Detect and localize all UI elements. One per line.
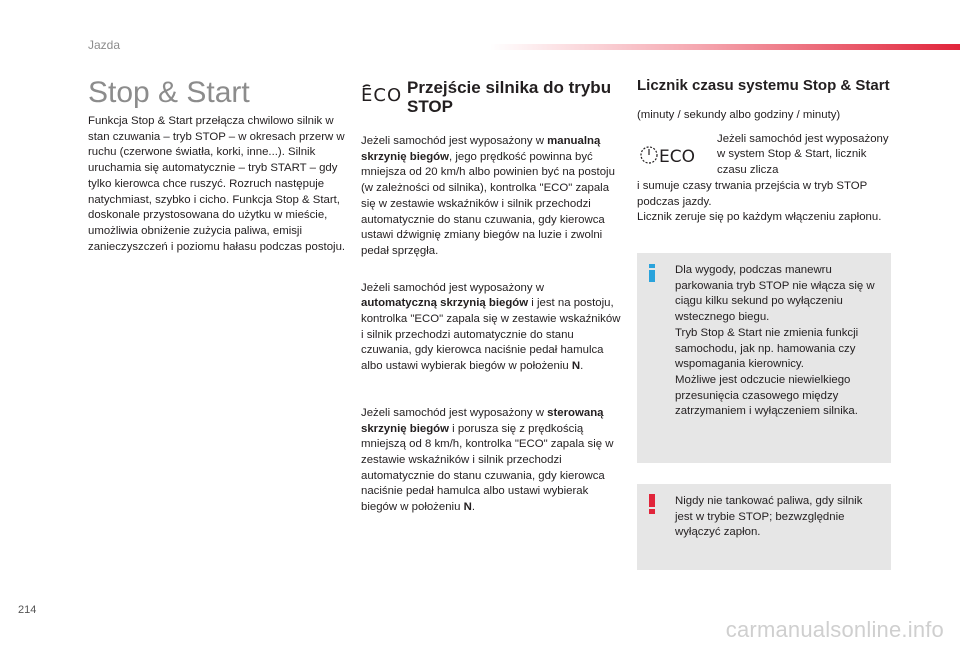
section-title-timer: Licznik czasu systemu Stop & Start: [637, 77, 890, 94]
eco-leaf-icon: [361, 84, 407, 104]
page-title: Stop & Start: [88, 76, 250, 109]
eco-indicator: [361, 84, 407, 116]
header-accent-bar: [490, 44, 960, 50]
eco-timer-icon: [637, 144, 701, 166]
column-engine-stop: [361, 78, 623, 516]
page-number: 214: [18, 604, 37, 616]
info-box: [637, 253, 891, 463]
info-text: Dla wygody, podczas manewru parkowania tryb STOP nie włącza się w ciągu kilku sekund po wyłączeniu wstecznego biegu. Tryb Stop & Start nie zmienia funkcji samochodu, jak np. hamowania czy wspomagania kierownicy. Możliwe jest odczucie niewielkiego przesunięcia czasowego między zatrzymaniem i wyłączeniem silnika.: [675, 264, 875, 418]
warning-box: [637, 484, 891, 570]
timer-body-continued: i sumuje czasy trwania przejścia w tryb STOP podczas jazdy.: [637, 179, 867, 208]
warning-exclamation-icon: [647, 494, 657, 514]
watermark: carmanualsonline.info: [725, 617, 944, 642]
intro-paragraph: Funkcja Stop & Start przełącza chwilowo silnik w stan czuwania – tryb STOP – w okresach przerw w ruchu (czerwone światła, korki, inne...). Silnik uruchamia się automatycznie – tryb START – gdy tylko kierowca chce ruszyć. Rozruch następuje natychmiast, szybko i cicho. Funkcja Stop & Start, doskonale przystosowana do użytku w mieście, umożliwia obniżenie zużycia paliwa, emisji zanieczyszczeń i poziomu hałasu podczas postoju.: [88, 115, 346, 253]
svg-text:ECO: ECO: [361, 85, 403, 104]
timer-reset-text: Licznik zeruje się po każdym włączeniu zapłonu.: [637, 211, 882, 224]
paragraph-robotised-gearbox: Jeżeli samochód jest wyposażony w sterowaną skrzynię biegów i porusza się z prędkością mniejszą od 8 km/h, kontrolka "ECO" zapala się w zestawie wskaźników i silnik przechodzi automatycznie do stanu czuwania, gdy kierowca naciśnie pedał hamulca albo ustawi wybierak biegów w położeniu N.: [361, 406, 614, 514]
section-title-engine-stop: Przejście silnika do trybu STOP: [407, 78, 612, 116]
svg-text:ECO: ECO: [659, 146, 695, 166]
column-stop-start: [88, 76, 350, 255]
paragraph-automatic-gearbox: Jeżeli samochód jest wyposażony w automatyczną skrzynią biegów i jest na postoju, kontrolka "ECO" zapala się w zestawie wskaźników i silnik przechodzi automatycznie do stanu czuwania, gdy kierowca naciśnie pedał hamulca albo ustawi wybierak biegów w położeniu N.: [361, 281, 621, 373]
paragraph-manual-gearbox: Jeżeli samochód jest wyposażony w manualną skrzynię biegów, jego prędkość powinna być mniejsza od 20 km/h albo powinien być na postoju (w zależności od silnika), kontrolka "ECO" zapala się w zestawie wskaźników i silnik przechodzi automatycznie do stanu czuwania, gdy kierowca ustawi dźwignię zmiany biegów na luzie i zwolni pedał sprzęgła.: [361, 135, 615, 257]
timer-side-text: Jeżeli samochód jest wyposażony w system Stop & Start, licznik czasu zlicza: [717, 132, 889, 177]
eco-timer-indicator: [637, 144, 717, 179]
column-timer: [637, 78, 893, 226]
warning-text: Nigdy nie tankować paliwa, gdy silnik jest w trybie STOP; bezwzględnie wyłączyć zapłon.: [675, 495, 863, 539]
info-icon: [647, 263, 657, 283]
timer-units: (minuty / sekundy albo godziny / minuty): [637, 109, 841, 121]
section-header: Jazda: [88, 38, 121, 52]
